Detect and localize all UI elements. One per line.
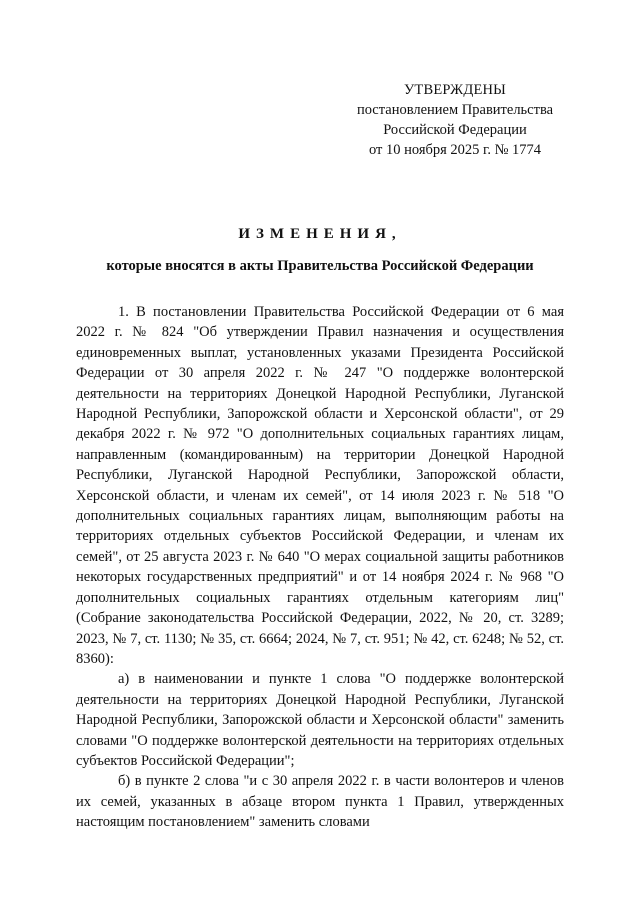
approval-line-2: Российской Федерации: [383, 122, 527, 138]
paragraph-2: а) в наименовании и пункте 1 слова "О поддержке волонтерской деятельности на территориях Донецкой Народной Республики, Луганской Народной Республики, Запорожской области и Херсонской области" заменить словами "О поддержке волонтерской деятельности на территориях отдельных субъектов Российской Федерации";: [76, 671, 564, 769]
paragraph-1: 1. В постановлении Правительства Российской Федерации от 6 мая 2022 г. № 824 "Об утверждении Правил назначения и осуществления единовременных выплат, установленных указами Президента Российской Федерации от 30 апреля 2022 г. № 247 "О поддержке волонтерской деятельности на территориях Донецкой Народной Республики, Луганской Народной Республики, Запорожской области и Херсонской области", от 29 декабря 2022 г. № 972 "О дополнительных социальных гарантиях лицам, направленным (командированным) на территории Донецкой Народной Республики, Луганской Народной Республики, Запорожской области, Херсонской области, и членам их семей", от 14 июля 2023 г. № 518 "О дополнительных социальных гарантиях лицам, выполняющим работы на территориях отдельных субъектов Российской Федерации, и членам их семей", от 25 августа 2023 г. № 640 "О мерах социальной защиты работников некоторых государственных предприятий" и от 14 ноября 2024 г. № 968 "О дополнительных социальных гарантиях отдельным категориям лиц" (Собрание законодательства Российской Федерации, 2022, № 20, ст. 3289; 2023, № 7, ст. 1130; № 35, ст. 6664; 2024, № 7, ст. 951; № 42, ст. 6248; № 52, ст. 8360):: [76, 304, 564, 667]
document-heading: [60, 224, 580, 276]
approval-line-3: от 10 ноября 2025 г. № 1774: [368, 142, 542, 158]
approval-line-1: постановлением Правительства: [356, 102, 554, 118]
document-body: [76, 302, 564, 833]
approval-stamp: [330, 80, 580, 160]
approval-title: УТВЕРЖДЕНЫ: [403, 82, 507, 98]
paragraph-3: б) в пункте 2 слова "и с 30 апреля 2022 г. в части волонтеров и членов их семей, указанных в абзаце втором пункта 1 Правил, утвержденных настоящим постановлением" заменить словами: [76, 773, 564, 831]
heading-subtitle: которые вносятся в акты Правительства Российской Федерации: [106, 258, 534, 274]
heading-title: ИЗМЕНЕНИЯ,: [238, 226, 402, 242]
